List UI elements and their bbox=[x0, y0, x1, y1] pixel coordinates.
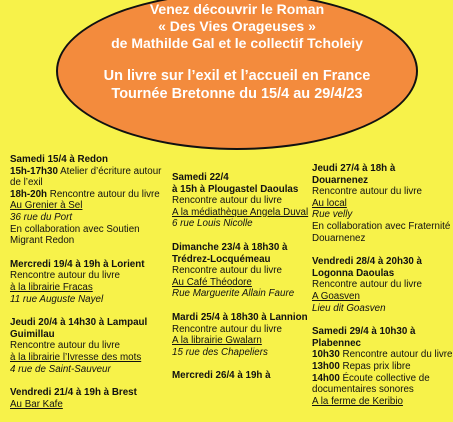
event-title: Vendredi 28/4 à 20h30 à Logonna Daoulas bbox=[312, 256, 423, 279]
venue-link[interactable]: Au Bar Kafe bbox=[10, 398, 63, 410]
event-address: Lieu dit Goasven bbox=[312, 302, 386, 314]
event-address: 15 rue des Chapeliers bbox=[172, 346, 268, 358]
event-plabennec bbox=[312, 326, 453, 407]
venue-link[interactable]: Au Café Théodore bbox=[172, 276, 252, 288]
event-lorient bbox=[10, 259, 168, 305]
hero-line-3: de Mathilde Gal et le collectif Tcholeiy bbox=[111, 35, 363, 51]
event-address: Rue Marguerite Allain Faure bbox=[172, 288, 295, 300]
event-title: Jeudi 20/4 à 14h30 à Lampaul Guimillau bbox=[10, 317, 148, 340]
event-plougastel bbox=[172, 172, 312, 230]
event-title: Dimanche 23/4 à 18h30 à Trédrez-Locquémeau bbox=[172, 241, 288, 265]
event-lampaul bbox=[10, 317, 168, 375]
event-title: Mardi 25/4 à 18h30 à Lannion bbox=[172, 311, 308, 323]
event-desc: Rencontre autour du livre bbox=[172, 265, 283, 277]
event-address: 11 rue Auguste Nayel bbox=[10, 293, 104, 305]
hero-line-5: Tournée Bretonne du 15/4 au 29/4/23 bbox=[111, 86, 363, 102]
event-time-line: 14h00 Écoute collective de documentaires sonores bbox=[312, 372, 430, 396]
venue-link[interactable]: à la librairie Fracas bbox=[10, 281, 93, 293]
event-note: En collaboration avec Fraternité Douarnenez bbox=[312, 220, 451, 244]
column-middle bbox=[172, 172, 312, 394]
event-time-line: 13h00 Repas prix libre bbox=[312, 360, 411, 372]
venue-link[interactable]: A la librairie Gwalarn bbox=[172, 335, 262, 347]
hero-line-1: Venez découvrir le Roman bbox=[149, 1, 325, 17]
event-title: Mercredi 19/4 à 19h à Lorient bbox=[10, 258, 145, 270]
event-time-line: 10h30 Rencontre autour du livre bbox=[312, 349, 453, 361]
poster-header bbox=[56, 0, 418, 103]
event-wednesday bbox=[172, 370, 312, 382]
event-title: Mercredi 26/4 à 19h à bbox=[172, 370, 271, 382]
event-desc: Rencontre autour du livre bbox=[10, 340, 121, 352]
venue-link[interactable]: à la librairie l’Ivresse des mots bbox=[10, 351, 142, 363]
event-note: En collaboration avec Soutien Migrant Redon bbox=[10, 223, 140, 247]
event-lannion bbox=[172, 312, 312, 358]
event-desc: Rencontre autour du livre bbox=[312, 186, 423, 198]
event-address: 6 rue Louis Nicolle bbox=[172, 218, 253, 230]
event-address: 4 rue de Saint-Sauveur bbox=[10, 363, 111, 375]
event-time-line: 15h-17h30 Atelier d’écriture autour de l’exil bbox=[10, 165, 162, 189]
event-title: Samedi 29/4 à 10h30 à Plabennec bbox=[312, 326, 416, 349]
event-title-cont: à 15h à Plougastel Daoulas bbox=[172, 183, 299, 195]
event-tredrez bbox=[172, 242, 312, 300]
event-title: Samedi 15/4 à Redon bbox=[10, 154, 109, 165]
event-desc: Rencontre autour du livre bbox=[172, 195, 283, 207]
hero-line-2: « Des Vies Orageuses » bbox=[158, 18, 316, 34]
event-address: Rue velly bbox=[312, 209, 353, 221]
venue-link[interactable]: A la ferme de Keribio bbox=[312, 395, 403, 407]
event-time-line: 18h-20h Rencontre autour du livre bbox=[10, 188, 160, 200]
event-address: 36 rue du Port bbox=[10, 211, 73, 223]
venue-link[interactable]: Au Grenier à Sel bbox=[10, 200, 83, 212]
venue-link[interactable]: A Goasven bbox=[312, 290, 360, 302]
event-brest bbox=[10, 387, 168, 410]
event-logonna bbox=[312, 256, 453, 314]
hero-line-4: Un livre sur l’exil et l’accueil en France bbox=[103, 68, 371, 84]
column-left bbox=[10, 154, 168, 422]
event-desc: Rencontre autour du livre bbox=[10, 270, 121, 282]
event-desc: Rencontre autour du livre bbox=[312, 279, 423, 291]
venue-link[interactable]: A la médiathèque Angela Duval bbox=[172, 206, 309, 218]
column-right bbox=[312, 163, 453, 419]
event-desc: Rencontre autour du livre bbox=[172, 323, 283, 335]
event-title: Jeudi 27/4 à 18h à Douarnenez bbox=[312, 163, 396, 186]
event-douarnenez bbox=[312, 163, 453, 244]
venue-link[interactable]: Au local bbox=[312, 197, 347, 209]
event-title: Vendredi 21/4 à 19h à Brest bbox=[10, 387, 137, 399]
event-title: Samedi 22/4 bbox=[172, 172, 229, 183]
event-redon bbox=[10, 154, 168, 247]
